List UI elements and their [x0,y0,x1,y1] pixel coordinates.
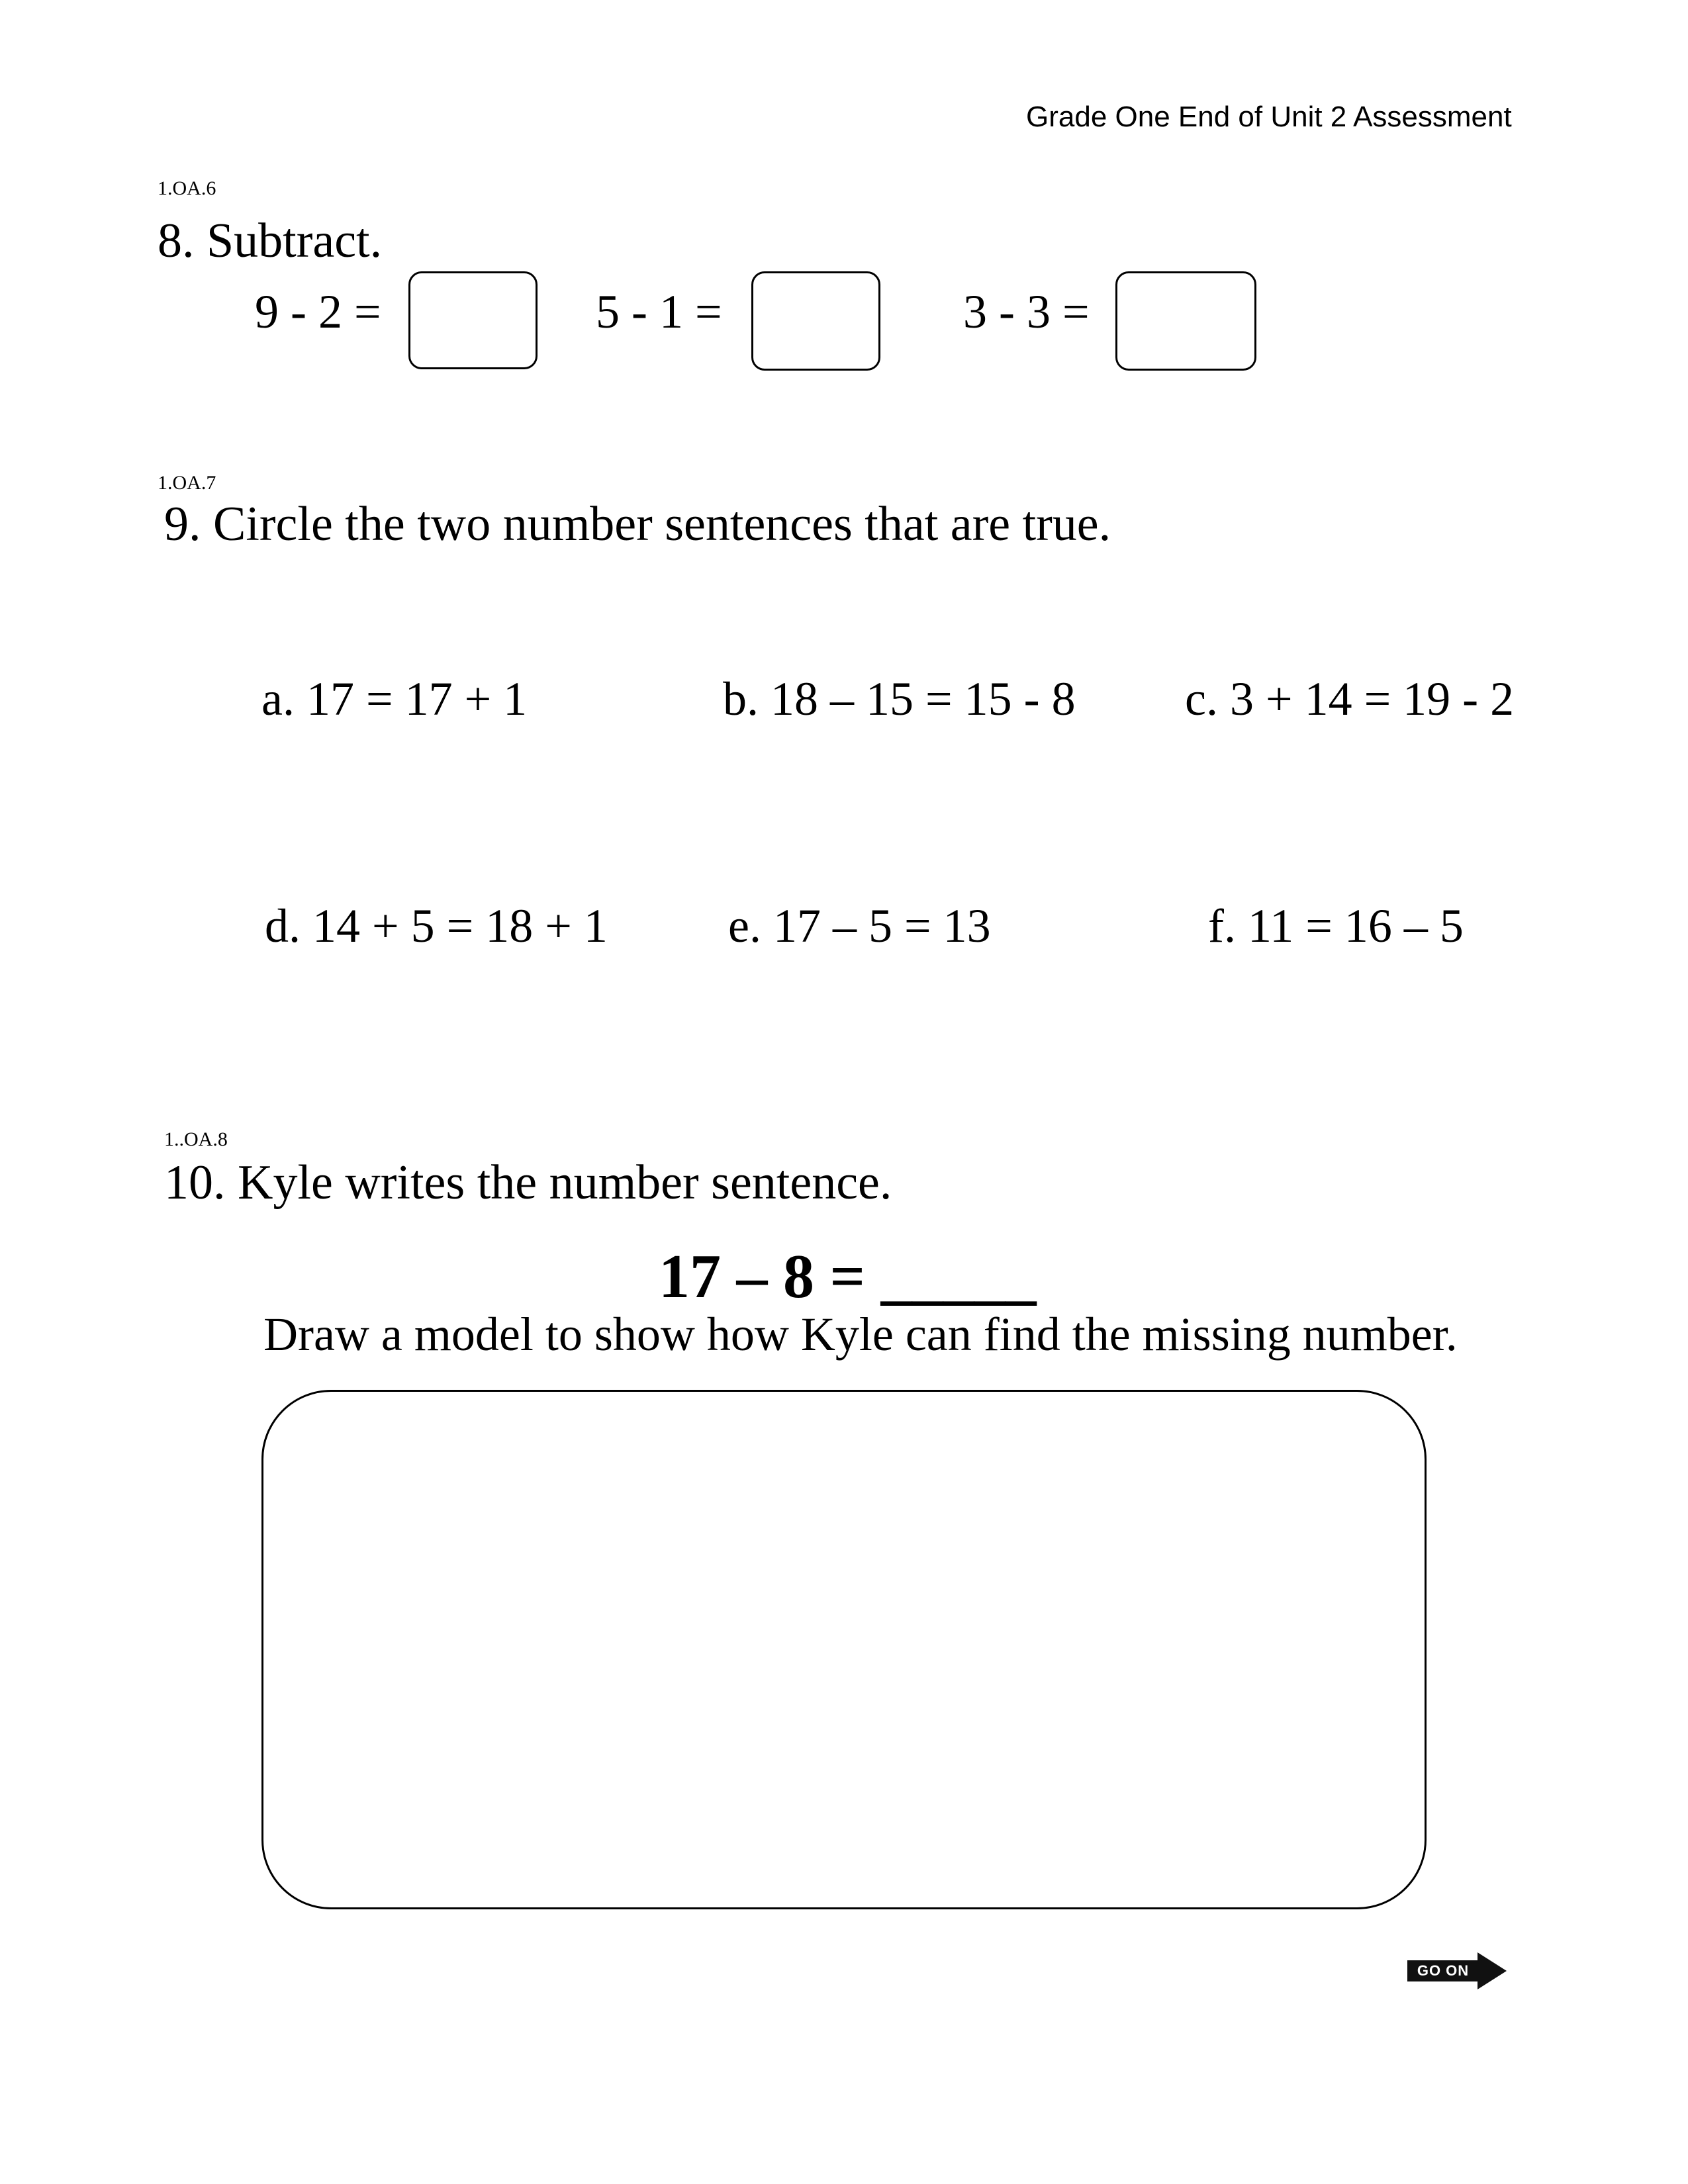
option-a[interactable]: a. 17 = 17 + 1 [261,672,528,725]
assessment-header: Grade One End of Unit 2 Assessment [1026,101,1512,133]
standard-code-q10: 1..OA.8 [164,1128,228,1150]
option-e[interactable]: e. 17 – 5 = 13 [728,899,991,952]
option-f[interactable]: f. 11 = 16 – 5 [1208,899,1464,952]
question-9-title: 9. Circle the two number sentences that are true. [164,497,1111,551]
subtraction-problem-1: 9 - 2 = [255,285,381,338]
option-b[interactable]: b. 18 – 15 = 15 - 8 [723,672,1076,725]
standard-code-q9: 1.OA.7 [158,472,216,494]
answer-box-2[interactable] [751,271,880,371]
question-10-title: 10. Kyle writes the number sentence. [164,1156,892,1210]
option-d[interactable]: d. 14 + 5 = 18 + 1 [265,899,608,952]
answer-box-1[interactable] [408,271,538,369]
model-instruction: Draw a model to show how Kyle can find the missing number. [263,1308,1458,1361]
arrow-right-icon [1477,1952,1507,1989]
subtraction-problem-3: 3 - 3 = [963,285,1090,338]
go-on-arrow-icon [1403,1952,1509,1989]
option-c[interactable]: c. 3 + 14 = 19 - 2 [1185,672,1515,725]
drawing-area[interactable] [261,1390,1427,1909]
number-sentence: 17 – 8 = _____ [659,1242,1037,1311]
standard-code-q8: 1.OA.6 [158,177,216,199]
subtraction-problem-2: 5 - 1 = [596,285,722,338]
question-8-title: 8. Subtract. [158,214,383,268]
go-on-label: GO ON [1407,1960,1479,1981]
answer-box-3[interactable] [1115,271,1256,371]
